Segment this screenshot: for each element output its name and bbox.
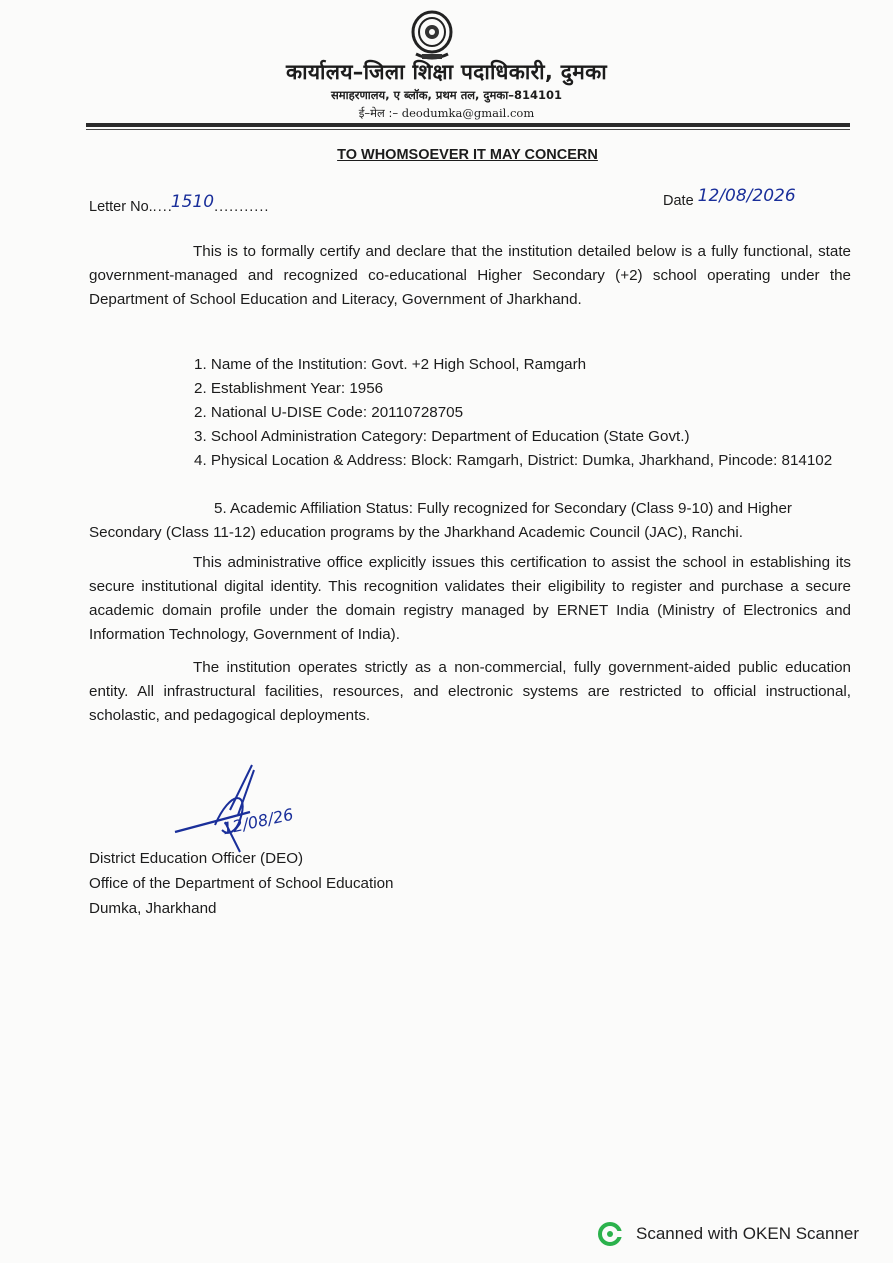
- office-email-line: [0, 106, 893, 121]
- list-item: 1. Name of the Institution: Govt. +2 High School, Ramgarh: [194, 356, 587, 373]
- letter-number-label: Letter No.: [89, 199, 153, 215]
- certification-paragraph: This is to formally certify and declare that the institution detailed below is a fully functional, state government-managed and recognized co-educational Higher Secondary (+2) school operating under the Department of School Education and Literacy, Government of Jharkhand.: [89, 243, 851, 308]
- scanner-watermark-text: Scanned with OKEN Scanner: [636, 1224, 860, 1243]
- signatory-office: Office of the Department of School Education: [89, 875, 394, 892]
- usage-paragraph: The institution operates strictly as a non-commercial, fully government-aided public education entity. All infrastructural facilities, resources, and electronic systems are restricted to official instructional, scholastic, and pedagogical deployments.: [89, 659, 851, 724]
- list-item: 3. School Administration Category: Department of Education (State Govt.): [194, 428, 690, 445]
- signature-date: 12/08/26: [220, 804, 296, 839]
- office-title-hindi: कार्यालय–जिला शिक्षा पदाधिकारी, दुमका: [286, 60, 607, 84]
- list-item: 4. Physical Location & Address: Block: Ramgarh, District: Dumka, Jharkhand, Pincode: 814102: [194, 452, 833, 469]
- letter-heading: TO WHOMSOEVER IT MAY CONCERN: [337, 147, 598, 163]
- list-item: 2. National U-DISE Code: 20110728705: [194, 404, 464, 421]
- signatory-location: Dumka, Jharkhand: [89, 900, 217, 917]
- letter-number: Letter No.....1510...........: [89, 192, 270, 215]
- institution-details-list: [194, 353, 854, 473]
- scanner-watermark: [598, 1220, 859, 1248]
- email-address: deodumka@gmail.com: [401, 106, 535, 120]
- oken-scanner-logo-icon: [598, 1222, 622, 1246]
- signatory-block: [89, 846, 394, 921]
- list-item: 5. Academic Affiliation Status: Fully recognized for Secondary (Class 9-10) and Higher Secondary (Class 11-12) education programs by the Jharkhand Academic Council (JAC), Ranchi.: [89, 500, 792, 541]
- date-value: 12/08/2026: [697, 186, 796, 206]
- letter-date: [663, 186, 796, 210]
- list-item: 2. Establishment Year: 1956: [194, 380, 384, 397]
- purpose-paragraph: This administrative office explicitly issues this certification to assist the school in establishing its secure institutional digital identity. This recognition validates their eligibility to register and purchase a secure academic domain profile under the domain registry managed by ERNET India (Ministry of Electronics and Information Technology, Government of India).: [89, 554, 851, 643]
- email-label: ई–मेल :–: [358, 106, 399, 120]
- letter-number-value: 1510: [170, 192, 215, 212]
- government-emblem-icon: [408, 10, 456, 64]
- office-address-hindi: समाहरणालय, ए ब्लॉक, प्रथम तल, दुमका–814101: [331, 88, 562, 102]
- signatory-designation: District Education Officer (DEO): [89, 850, 304, 867]
- date-label: Date: [663, 193, 698, 209]
- letterhead-divider-thin: [86, 129, 850, 130]
- letterhead-divider: [86, 123, 850, 127]
